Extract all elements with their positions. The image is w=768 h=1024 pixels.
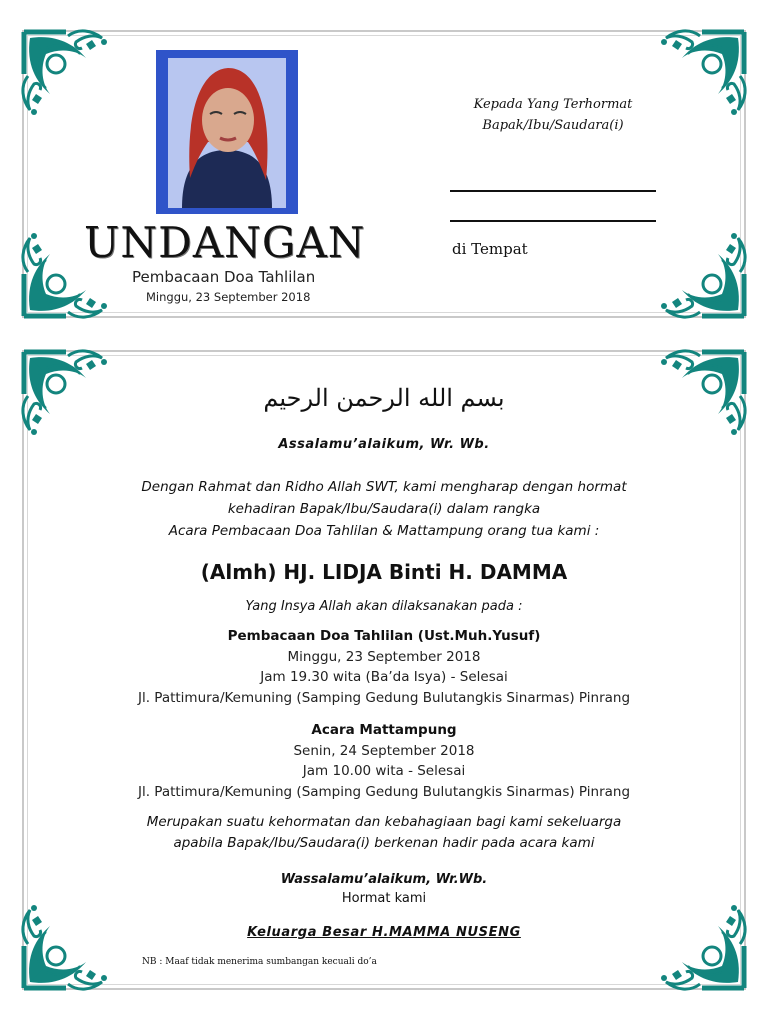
recipient-line-1: Kepada Yang Terhormat	[473, 97, 633, 112]
closing-line: apabila Bapak/Ibu/Saudara(i) berkenan hadir pada acara kami	[173, 835, 595, 851]
recipient-name-line	[450, 190, 656, 192]
event-time: Jam 10.00 wita - Selesai	[302, 763, 466, 779]
recipient-line-2: Bapak/Ibu/Saudara(i)	[482, 118, 624, 133]
farewell: Wassalamu’alaikum, Wr.Wb.	[280, 872, 488, 887]
invitation-title: UNDANGAN	[84, 218, 366, 267]
family-signature: Keluarga Besar H.MAMMA NUSENG	[247, 925, 521, 940]
respect-line: Hormat kami	[341, 891, 427, 906]
event-tahlilan	[80, 626, 688, 708]
event-title: Acara Mattampung	[311, 722, 457, 738]
corner-ornament-icon	[16, 24, 112, 120]
greeting: Assalamu’alaikum, Wr. Wb.	[278, 437, 490, 452]
event-location: Jl. Pattimura/Kemuning (Samping Gedung Bulutangkis Sinarmas) Pinrang	[137, 689, 631, 706]
portrait-photo	[156, 50, 298, 214]
event-mattampung	[80, 720, 688, 802]
event-location: Jl. Pattimura/Kemuning (Samping Gedung Bulutangkis Sinarmas) Pinrang	[137, 783, 631, 800]
event-title: Pembacaan Doa Tahlilan (Ust.Muh.Yusuf)	[227, 628, 541, 644]
event-time: Jam 19.30 wita (Ba’da Isya) - Selesai	[260, 669, 508, 685]
deceased-name: (Almh) HJ. LIDJA Binti H. DAMMA	[200, 560, 568, 584]
recipient-block	[450, 94, 656, 136]
intro-line: kehadiran Bapak/Ibu/Saudara(i) dalam rangka	[227, 501, 541, 517]
invitation-subtitle: Pembacaan Doa Tahlilan	[132, 268, 316, 286]
event-date: Senin, 24 September 2018	[293, 742, 475, 759]
schedule-intro: Yang Insya Allah akan dilaksanakan pada :	[245, 599, 523, 614]
footnote: NB : Maaf tidak menerima sumbangan kecuali do’a	[142, 957, 377, 967]
intro-paragraph	[80, 476, 688, 542]
corner-ornament-icon	[656, 228, 752, 324]
recipient-place: di Tempat	[452, 240, 528, 258]
intro-line: Acara Pembacaan Doa Tahlilan & Mattampung orang tua kami :	[168, 523, 600, 539]
closing-line: Merupakan suatu kehormatan dan kebahagiaan bagi kami sekeluarga	[146, 814, 622, 830]
recipient-name-line	[450, 220, 656, 222]
invitation-date: Minggu, 23 September 2018	[146, 290, 311, 304]
corner-ornament-icon	[656, 24, 752, 120]
bismillah-calligraphy: بسم الله الرحمن الرحيم	[263, 384, 505, 412]
envelope-panel	[22, 30, 746, 318]
corner-ornament-icon	[656, 900, 752, 996]
event-date: Minggu, 23 September 2018	[287, 648, 481, 665]
corner-ornament-icon	[16, 900, 112, 996]
closing-paragraph	[80, 812, 688, 854]
intro-line: Dengan Rahmat dan Ridho Allah SWT, kami mengharap dengan hormat	[141, 479, 627, 495]
